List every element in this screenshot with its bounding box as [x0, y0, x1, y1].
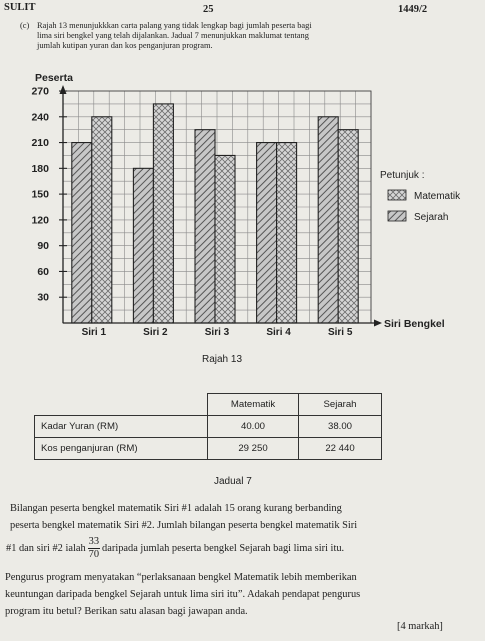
- bar-matematik-5: [338, 130, 358, 323]
- y-tick-label: 60: [37, 265, 49, 278]
- legend-label-sejarah: Sejarah: [414, 212, 449, 223]
- cell-yuran-matematik: 40.00: [208, 416, 299, 438]
- question-label: (c): [20, 21, 30, 30]
- sulit-label: SULIT: [4, 2, 36, 13]
- x-tick-label: Siri 3: [204, 327, 230, 338]
- legend-label-matematik: Matematik: [414, 191, 461, 202]
- row-label-kadar-yuran: Kadar Yuran (RM): [35, 416, 208, 438]
- paragraph-1-line-1: Bilangan peserta bengkel matematik Siri #1 adalah 15 orang kurang berbanding: [10, 503, 342, 514]
- y-tick-label: 150: [31, 188, 49, 201]
- y-tick-label: 270: [31, 85, 49, 98]
- paragraph-2-line-3: program itu betul? Berikan satu alasan bagi jawapan anda.: [5, 606, 248, 617]
- table-row: [35, 438, 382, 460]
- paper-code: 1449/2: [398, 4, 428, 15]
- chart-caption: Rajah 13: [201, 354, 243, 365]
- legend-swatch-matematik: [388, 190, 406, 200]
- marks-label: [4 markah]: [397, 621, 443, 632]
- table-corner: [35, 394, 208, 416]
- bar-matematik-2: [153, 104, 173, 323]
- page-number: 25: [203, 4, 214, 15]
- bar-sejarah-4: [257, 143, 277, 323]
- table-row: [35, 416, 382, 438]
- y-tick-label: 210: [31, 137, 49, 150]
- bar-matematik-4: [277, 143, 297, 323]
- data-table: [34, 393, 382, 460]
- fraction: [88, 536, 100, 561]
- fraction-denominator: 70: [88, 549, 100, 560]
- cell-yuran-sejarah: 38.00: [299, 416, 382, 438]
- fraction-numerator: 33: [88, 536, 100, 547]
- legend-title: Petunjuk :: [380, 170, 425, 181]
- y-tick-label: 120: [31, 214, 49, 227]
- x-tick-label: Siri 1: [81, 327, 107, 338]
- paragraph-1-line-3-end: daripada jumlah peserta bengkel Sejarah bagi lima siri itu.: [102, 542, 345, 554]
- bar-sejarah-5: [318, 117, 338, 323]
- table-header-sejarah: Sejarah: [299, 394, 382, 416]
- paragraph-2-line-1: Pengurus program menyatakan “perlaksanaan bengkel Matematik lebih memberikan: [5, 572, 357, 583]
- x-tick-label: Siri 5: [327, 327, 353, 338]
- paragraph-1-line-3: [6, 536, 344, 561]
- intro-line-2: lima siri bengkel yang telah dijalankan. Jadual 7 menunjukkan maklumat tentang: [37, 31, 309, 40]
- cell-kos-sejarah: 22 440: [299, 438, 382, 460]
- x-tick-label: Siri 2: [143, 327, 168, 338]
- paragraph-2-line-2: keuntungan daripada bengkel Sejarah untuk lima siri itu”. Adakah pendapat pengurus: [5, 589, 361, 600]
- y-axis-title: Peserta: [35, 72, 73, 84]
- bar-matematik-1: [92, 117, 112, 323]
- bar-matematik-3: [215, 155, 235, 323]
- x-tick-label: Siri 4: [266, 327, 291, 338]
- table-caption: Jadual 7: [214, 476, 252, 487]
- x-axis-title: Siri Bengkel: [384, 318, 445, 330]
- legend-swatch-sejarah: [388, 211, 406, 221]
- y-tick-label: 30: [37, 291, 49, 304]
- row-label-kos: Kos penganjuran (RM): [35, 438, 208, 460]
- y-tick-label: 90: [37, 240, 49, 253]
- x-axis-arrow: [374, 320, 382, 327]
- bar-sejarah-1: [72, 143, 92, 323]
- cell-kos-matematik: 29 250: [208, 438, 299, 460]
- bar-sejarah-3: [195, 130, 215, 323]
- paragraph-1-line-2: peserta bengkel matematik Siri #2. Jumlah bilangan peserta bengkel matematik Siri: [10, 520, 358, 531]
- intro-line-1: Rajah 13 menunjukkkan carta palang yang tidak lengkap bagi jumlah peserta bagi: [37, 21, 312, 30]
- intro-line-3: jumlah kutipan yuran dan kos penganjuran program.: [37, 41, 213, 50]
- paragraph-1-line-3-start: #1 dan siri #2 ialah: [6, 542, 86, 554]
- y-axis-arrow: [60, 85, 67, 94]
- y-tick-label: 240: [31, 111, 49, 124]
- bar-sejarah-2: [133, 168, 153, 323]
- table-header-matematik: Matematik: [208, 394, 299, 416]
- y-tick-label: 180: [31, 162, 49, 175]
